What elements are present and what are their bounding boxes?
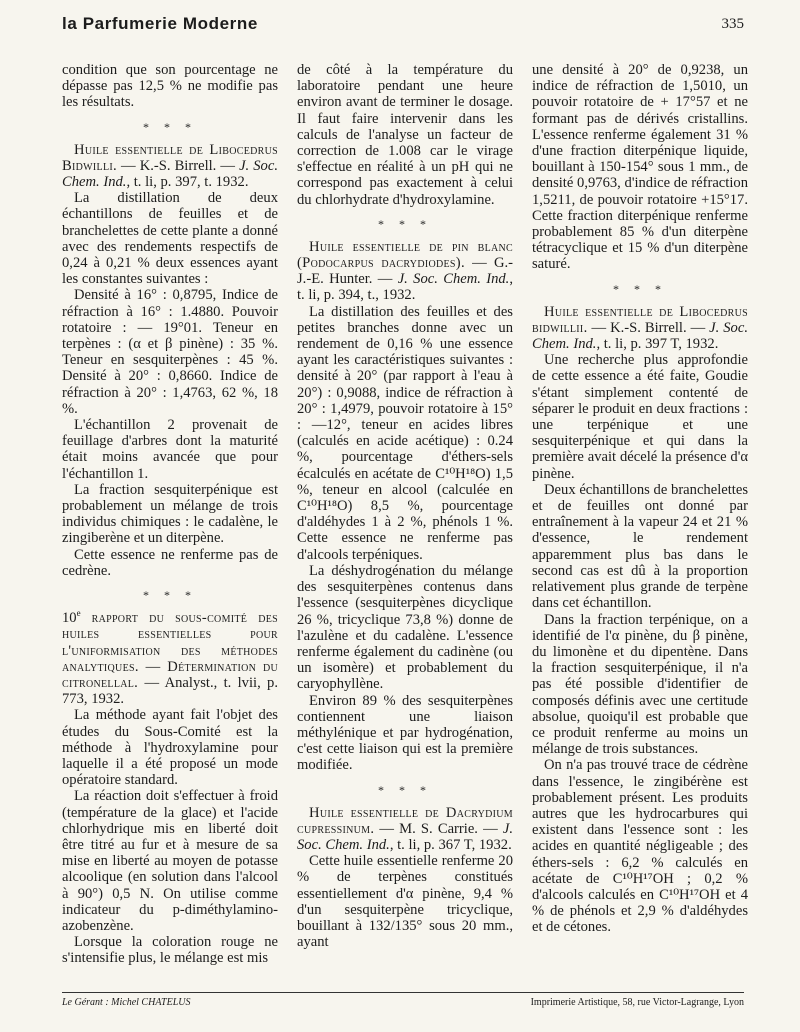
paragraph: On n'a pas trouvé trace de cédrène dans l'essence, le zingibérène est probablement présent. Les produits autres que les hydrocarbures qui existent dans l'essence sont : les acides en quantité négligeable ; des éthers-sels : 6,2 % calculés en acétate de C¹⁰H¹⁷OH ; 0,2 % d'alcools calculés en C¹⁰H¹⁷OH et 4 % de phénols et 2,9 % d'aldéhydes et de cétones. bbox=[532, 757, 748, 936]
page-header bbox=[62, 14, 744, 40]
paragraph: La méthode ayant fait l'objet des études du Sous-Comité est la méthode à l'hydroxylamine pour laquelle il a été proposé un mode opératoire standard. bbox=[62, 707, 278, 789]
paragraph: Cette huile essentielle renferme 20 % de terpènes constitués essentiellement d'α pinène, 9,4 % d'un sesquiterpène tricyclique, bouillant à 132/135° sous 20 mm., ayant bbox=[297, 853, 513, 951]
journal-title: la Parfumerie Moderne bbox=[62, 14, 258, 33]
paragraph: Environ 89 % des sesquiterpènes contiennent une liaison méthylénique et par hydrogénation, c'est cette liaison qui est la première modifiée. bbox=[297, 692, 513, 774]
paragraph: La distillation de deux échantillons de feuilles et de branchelettes de cette plante a donné avec des rendements respectifs de 0,24 à 0,21 % deux essences ayant les constantes suivantes : bbox=[62, 190, 278, 288]
paragraph: Densité à 16° : 0,8795, Indice de réfraction à 16° : 1.4880. Pouvoir rotatoire : — 19°01. Teneur en terpènes : (α et β pinène) : 35 %. Teneur en sesquiterpènes : 45 %. Densité à 20° : 0,8660. Indice de réfraction à 20° : 1,4763, 62 %, 18 %. bbox=[62, 287, 278, 417]
paragraph: de côté à la température du laboratoire pendant une heure environ avant de terminer le dosage. Il faut faire intervenir dans les calculs de l'analyse un facteur de correction de 1.008 car le virage s'effectue en réalité à un pH qui ne correspond pas exactement à celui du chlorhydrate d'hydroxylamine. bbox=[297, 62, 513, 208]
article-author: — K.-S. Birrell. — bbox=[587, 319, 710, 336]
section-separator: * * * bbox=[613, 281, 667, 296]
paragraph: Une recherche plus approfondie de cette essence a été faite, Goudie s'étant simplement contenté de séparer le produit en deux fractions : une terpénique et une sesquiterpénique et qui dans la première avait décelé la présence d'α pinène. bbox=[532, 352, 748, 482]
article-reference-detail: , t. li, p. 397 T, 1932. bbox=[596, 336, 719, 353]
article-reference: J. Soc. Chem. Ind. bbox=[297, 820, 513, 853]
article-reference-detail: , t. li, p. 394, t., 1932. bbox=[297, 271, 513, 304]
column-3 bbox=[532, 62, 748, 936]
article-reference-detail: , t. li, p. 367 T, 1932. bbox=[389, 836, 512, 853]
article-heading bbox=[532, 304, 748, 353]
paragraph: L'échantillon 2 provenait de feuillage d'arbres dont la maturité était moins avancée que pour l'échantillon 1. bbox=[62, 417, 278, 482]
footer-rule bbox=[62, 992, 744, 993]
article-title: Huile essentielle de pin blanc (Podocarpus dacrydiodes). bbox=[297, 238, 513, 272]
article-title: Huile essentielle de Libocedrus bidwillii. bbox=[532, 303, 748, 336]
column-1 bbox=[62, 62, 278, 967]
footer-printer: Imprimerie Artistique, 58, rue Victor-Lagrange, Lyon bbox=[530, 997, 744, 1008]
article-reference: — Analyst., t. lvii, p. 773, 1932. bbox=[62, 674, 278, 708]
article-author: — G.-J.-E. Hunter. — bbox=[297, 255, 513, 288]
article-reference-detail: , t. li, p. 397, t. 1932. bbox=[126, 174, 249, 191]
section-separator: * * * bbox=[143, 119, 197, 134]
article-title: Huile essentielle de Dacrydium cupressinum. bbox=[297, 804, 513, 837]
article-title: Huile essentielle de Libocedrus Bidwilli. bbox=[62, 141, 278, 174]
section-separator: * * * bbox=[378, 216, 432, 231]
article-heading bbox=[297, 239, 513, 304]
article-heading bbox=[62, 142, 278, 191]
paragraph: La déshydrogénation du mélange des sesquiterpènes contenus dans l'essence (sesquiterpènes dicyclique 26 %, tricyclique 73,8 %) donne de l'azulène et du cadalène. L'essence renferme également du cadinène (ou un isomère) et probablement du caryophyllène. bbox=[297, 562, 513, 693]
paragraph: Cette essence ne renferme pas de cedrène. bbox=[62, 546, 278, 579]
paragraph: Deux échantillons de branchelettes et de feuilles ont donné par entraînement à la vapeur 24 et 21 % d'essence, le rendement apparemment plus bas dans le second cas est dû à la proportion relativement plus grande de terpène dans cet échantillon. bbox=[532, 481, 748, 612]
article-reference: J. Soc. Chem. Ind. bbox=[397, 271, 510, 288]
paragraph: La réaction doit s'effectuer à froid (température de la glace) et l'acide chlorhydrique mis en liberté doit être titré au fur et à mesure de sa mise en liberté au moyen de potasse alcoolique (en solution dans l'alcool à 90°) 0,5 N. On utilise comme indicateur du p-diméthylamino-azobenzène. bbox=[62, 788, 278, 934]
page-number: 335 bbox=[721, 16, 744, 32]
section-separator: * * * bbox=[143, 588, 197, 603]
section-separator: * * * bbox=[378, 782, 432, 797]
article-title: rapport du sous-comité des huiles essentielles pour l'uniformisation des méthodes analytiques. — Détermination du citronellal. bbox=[62, 610, 278, 691]
column-2 bbox=[297, 62, 513, 950]
article-heading bbox=[297, 805, 513, 854]
paragraph: Lorsque la coloration rouge ne s'intensifie plus, le mélange est mis bbox=[62, 934, 278, 967]
article-reference: J. Soc. Chem. Ind. bbox=[532, 319, 748, 353]
paragraph: Dans la fraction terpénique, on a identifié de l'α pinène, du β pinène, du limonène et du dipentène. Dans la fraction sesquiterpénique, il n'a pas été possible d'identifier de composés définis avec une certitude absolue, quoiqu'il est probable que ce produit renferme au moins un mélange de trois substances. bbox=[532, 611, 748, 758]
report-number-suffix: e bbox=[76, 608, 81, 619]
article-reference: J. Soc. Chem. Ind. bbox=[62, 157, 278, 191]
paragraph: condition que son pourcentage ne dépasse pas 12,5 % ne modifie pas les résultats. bbox=[62, 62, 278, 111]
paragraph: une densité à 20° de 0,9238, un indice de réfraction de 1,5010, un pouvoir rotatoire de + 17°57 et ne formant pas de dérivés cristallins. L'essence renferme également 31 % d'une fraction diterpénique liquide, bouillant à 150-154° sous 1 mm., de densité 0,9763, d'indice de réfraction 1,5211, de pouvoir rotatoire +15°17. Cette fraction diterpénique renferme probablement 85 % d'un diterpène tétracyclique et 15 % d'un diterpène saturé. bbox=[532, 62, 748, 273]
footer-manager: Le Gérant : Michel CHATELUS bbox=[62, 997, 191, 1008]
article-author: — K.-S. Birrell. — bbox=[116, 157, 240, 174]
report-number: 10 bbox=[62, 610, 77, 627]
article-author: — M. S. Carrie. — bbox=[374, 820, 503, 837]
paragraph: La distillation des feuilles et des petites branches donne avec un rendement de 0,16 % une essence ayant les caractéristiques suivantes : densité à 20° (par rapport à l'eau à 20°) : 0,9088, indice de réfraction à 20° : 1,4979, pouvoir rotatoire à 15° : —12°, teneur en acides libres (calculés en acide acétique) : 0.24 %, pourcentage d'éthers-sels écalculés en acétate de C¹⁰H¹⁸O) 1,5 %, teneur en alcool (calculée en C¹⁰H¹⁸O) 8,5 %, pourcentage d'aldéhydes 1 à 2 %, phénols 1 %. Cette essence ne renferme pas d'alcools terpéniques. bbox=[297, 303, 513, 563]
article-heading bbox=[62, 610, 278, 707]
paragraph: La fraction sesquiterpénique est probablement un mélange de trois individus chimiques : le cadalène, le zingiberène et un diterpène. bbox=[62, 481, 278, 547]
